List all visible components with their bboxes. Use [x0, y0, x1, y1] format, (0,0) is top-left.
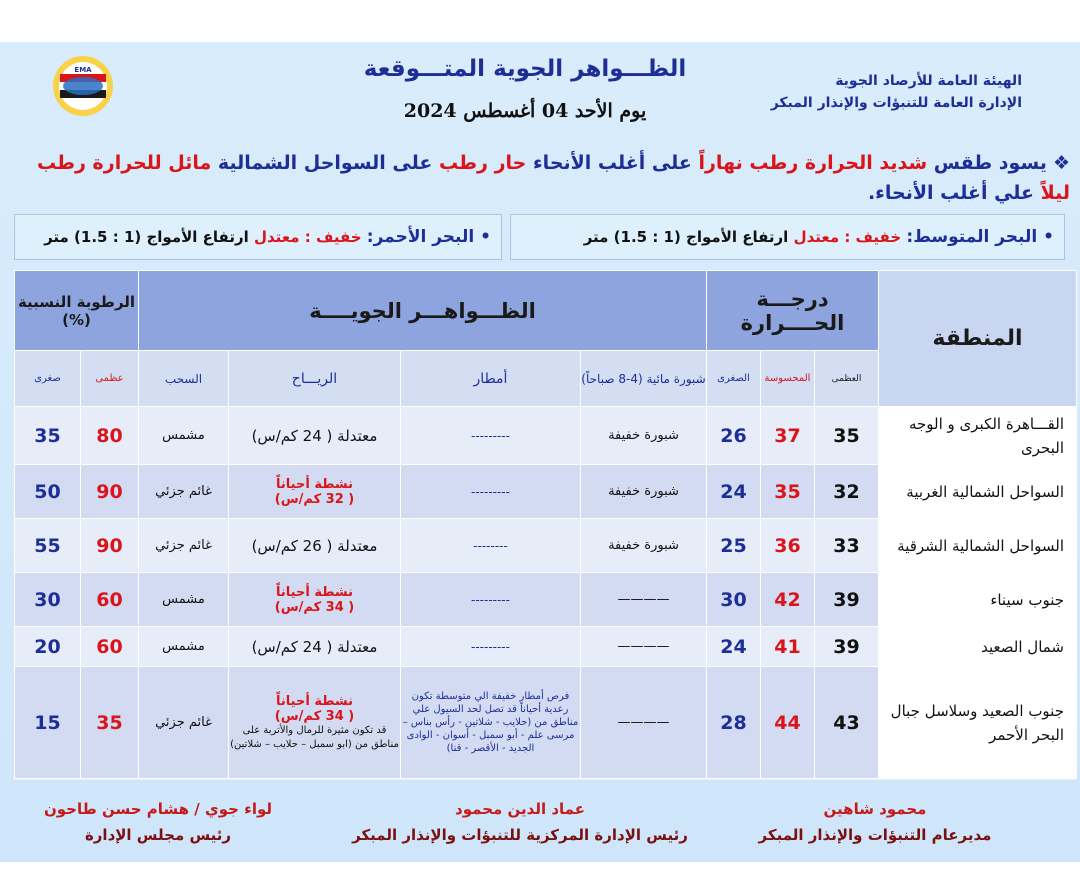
subheader-humidity-max: عظمى [81, 351, 139, 407]
region-cell: القـــاهرة الكبرى و الوجه البحرى [879, 407, 1077, 465]
wind-cell [229, 667, 401, 779]
temp-min-cell: 25 [707, 519, 761, 573]
rain-cell: --------- [401, 407, 581, 465]
signature-central-director [350, 796, 690, 848]
wind-speed: ( 32 كم/س) [274, 491, 355, 507]
table-row [15, 667, 1077, 779]
fog-cell: ———— [581, 627, 707, 667]
wind-cell [229, 519, 401, 573]
table-row [15, 519, 1077, 573]
summary-part-3: على أغلب الأنحاء [532, 152, 692, 174]
clouds-cell: غائم جزئي [139, 465, 229, 519]
mediterranean-sea-box [510, 214, 1065, 260]
subheader-max: العظمى [815, 351, 879, 407]
temp-max-cell: 35 [815, 407, 879, 465]
humidity-max-cell: 80 [81, 407, 139, 465]
ema-logo [40, 52, 126, 116]
table-row [15, 465, 1077, 519]
summary-part-5: على السواحل الشمالية [217, 152, 433, 174]
region-cell: السواحل الشمالية الغربية [879, 465, 1077, 519]
rain-cell: --------- [401, 573, 581, 627]
org-line-1: الهيئة العامة للأرصاد الجوية [835, 73, 1022, 89]
forecast-table [14, 270, 1077, 779]
rain-cell: --------- [401, 627, 581, 667]
humidity-min-cell: 50 [15, 465, 81, 519]
temp-max-cell: 39 [815, 627, 879, 667]
forecast-date: يوم الأحد 04 أغسطس 2024 [403, 100, 647, 122]
temp-min-cell: 24 [707, 465, 761, 519]
temp-max-cell: 32 [815, 465, 879, 519]
subheader-rain: أمطار [401, 351, 581, 407]
header-phenomena: الظـــواهـــر الجويــــة [139, 271, 707, 351]
temp-min-cell: 24 [707, 627, 761, 667]
signature-name: عماد الدين محمود [455, 800, 585, 818]
header-temperature: درجـــة الحــــرارة [707, 271, 879, 351]
wind-active: نشطة أحياناً [276, 584, 353, 600]
fog-cell: شبورة خفيفة [581, 465, 707, 519]
humidity-min-cell: 15 [15, 667, 81, 779]
wind-speed: ( 34 كم/س) [274, 599, 355, 615]
region-cell: السواحل الشمالية الشرقية [879, 519, 1077, 573]
mediterranean-label: • البحر المتوسط: [906, 227, 1054, 247]
mediterranean-waves: ارتفاع الأمواج (1 : 1.5) متر [583, 228, 789, 246]
red-sea-state: خفيف : معتدل [253, 228, 362, 246]
summary-bullet-icon: ❖ [1052, 152, 1070, 174]
humidity-min-cell: 20 [15, 627, 81, 667]
signature-chairman [28, 796, 288, 848]
weather-summary [30, 148, 1070, 208]
temp-max-cell: 33 [815, 519, 879, 573]
temp-feels-cell: 35 [761, 465, 815, 519]
humidity-max-cell: 90 [81, 465, 139, 519]
table-row [15, 627, 1077, 667]
red-sea-box [14, 214, 502, 260]
page-title: الظـــواهر الجوية المتـــوقعة [363, 56, 687, 82]
subheader-fog: شبورة مائية (4-8 صباحاً) [581, 351, 707, 407]
rain-cell: --------- [401, 465, 581, 519]
humidity-min-cell: 30 [15, 573, 81, 627]
org-line-2: الإدارة العامة للتنبؤات والإنذار المبكر [770, 95, 1022, 111]
temp-max-cell: 43 [815, 667, 879, 779]
clouds-cell: غائم جزئي [139, 519, 229, 573]
subheader-wind: الريـــاح [229, 351, 401, 407]
table-row [15, 407, 1077, 465]
summary-part-6: مائل للحرارة رطب ليلاً [37, 152, 1070, 204]
table-row [15, 573, 1077, 627]
forecast-table-frame [14, 270, 1076, 780]
wind-main: معتدلة ( 26 كم/س) [251, 536, 378, 555]
wind-speed: ( 34 كم/س) [274, 708, 355, 724]
wind-main: معتدلة ( 24 كم/س) [251, 637, 378, 656]
region-cell: جنوب الصعيد وسلاسل جبال البحر الأحمر [879, 667, 1077, 779]
clouds-cell: مشمس [139, 627, 229, 667]
temp-feels-cell: 36 [761, 519, 815, 573]
header-humidity: الرطوبة النسبية (%) [15, 271, 139, 351]
temp-feels-cell: 41 [761, 627, 815, 667]
organization-name [771, 70, 1022, 114]
svg-text:EMA: EMA [74, 66, 92, 74]
summary-part-4: حار رطب [439, 152, 527, 174]
header-region: المنطقة [879, 271, 1077, 407]
signature-role: مديرعام التنبؤات والإنذار المبكر [758, 826, 992, 844]
temp-feels-cell: 37 [761, 407, 815, 465]
region-cell: جنوب سيناء [879, 573, 1077, 627]
signature-name: لواء جوي / هشام حسن طاحون [43, 800, 273, 818]
table-header-row [15, 271, 1077, 351]
temp-max-cell: 39 [815, 573, 879, 627]
rain-note: فرص أمطار خفيفة الي متوسطة تكون رعدية أحياناً قد تصل لحد السيول علي مناطق من (حلايب - شلاتين - رأس بناس – مرسى علم - أبو سمبل - أسوان - الوادى الجديد - الأقصر - قنا) [402, 691, 579, 754]
wind-active: نشطة أحياناً [276, 476, 353, 492]
subheader-min: الصغرى [707, 351, 761, 407]
wind-cell [229, 465, 401, 519]
humidity-min-cell: 35 [15, 407, 81, 465]
summary-part-2: شديد الحرارة رطب نهاراً [698, 152, 928, 174]
region-cell: شمال الصعيد [879, 627, 1077, 667]
signature-name: محمود شاهين [823, 800, 927, 818]
subheader-humidity-min: صغرى [15, 351, 81, 407]
fog-cell: شبورة خفيفة [581, 407, 707, 465]
temp-feels-cell: 44 [761, 667, 815, 779]
temp-min-cell: 28 [707, 667, 761, 779]
humidity-max-cell: 60 [81, 627, 139, 667]
summary-part-1: يسود طقس [933, 152, 1047, 174]
signature-forecast-director [755, 796, 995, 848]
wind-cell [229, 627, 401, 667]
fog-cell: ———— [581, 667, 707, 779]
signature-role: رئيس الإدارة المركزية للتنبؤات والإنذار المبكر [352, 826, 688, 844]
wind-main: معتدلة ( 24 كم/س) [251, 426, 378, 445]
humidity-min-cell: 55 [15, 519, 81, 573]
wind-note: قد تكون مثيرة للرمال والأتربة على مناطق من (ابو سمبل – حلايب – شلاتين) [230, 724, 399, 750]
wind-active: نشطة أحياناً [276, 693, 353, 709]
rain-cell: -------- [401, 519, 581, 573]
temp-min-cell: 26 [707, 407, 761, 465]
clouds-cell: غائم جزئي [139, 667, 229, 779]
red-sea-waves: ارتفاع الأمواج (1 : 1.5) متر [44, 228, 249, 246]
humidity-max-cell: 35 [81, 667, 139, 779]
wind-cell [229, 407, 401, 465]
humidity-max-cell: 90 [81, 519, 139, 573]
signature-role: رئيس مجلس الإدارة [84, 826, 232, 844]
summary-part-7: علي أغلب الأنحاء. [867, 182, 1035, 204]
ema-logo-icon [40, 52, 126, 116]
subheader-feels: المحسوسة [761, 351, 815, 407]
red-sea-label: • البحر الأحمر: [366, 227, 491, 247]
rain-cell [401, 667, 581, 779]
fog-cell: ———— [581, 573, 707, 627]
subheader-clouds: السحب [139, 351, 229, 407]
mediterranean-state: خفيف : معتدل [793, 228, 902, 246]
humidity-max-cell: 60 [81, 573, 139, 627]
bottom-margin [0, 862, 1080, 875]
clouds-cell: مشمس [139, 573, 229, 627]
temp-feels-cell: 42 [761, 573, 815, 627]
temp-min-cell: 30 [707, 573, 761, 627]
wind-cell [229, 573, 401, 627]
clouds-cell: مشمس [139, 407, 229, 465]
fog-cell: شبورة خفيفة [581, 519, 707, 573]
